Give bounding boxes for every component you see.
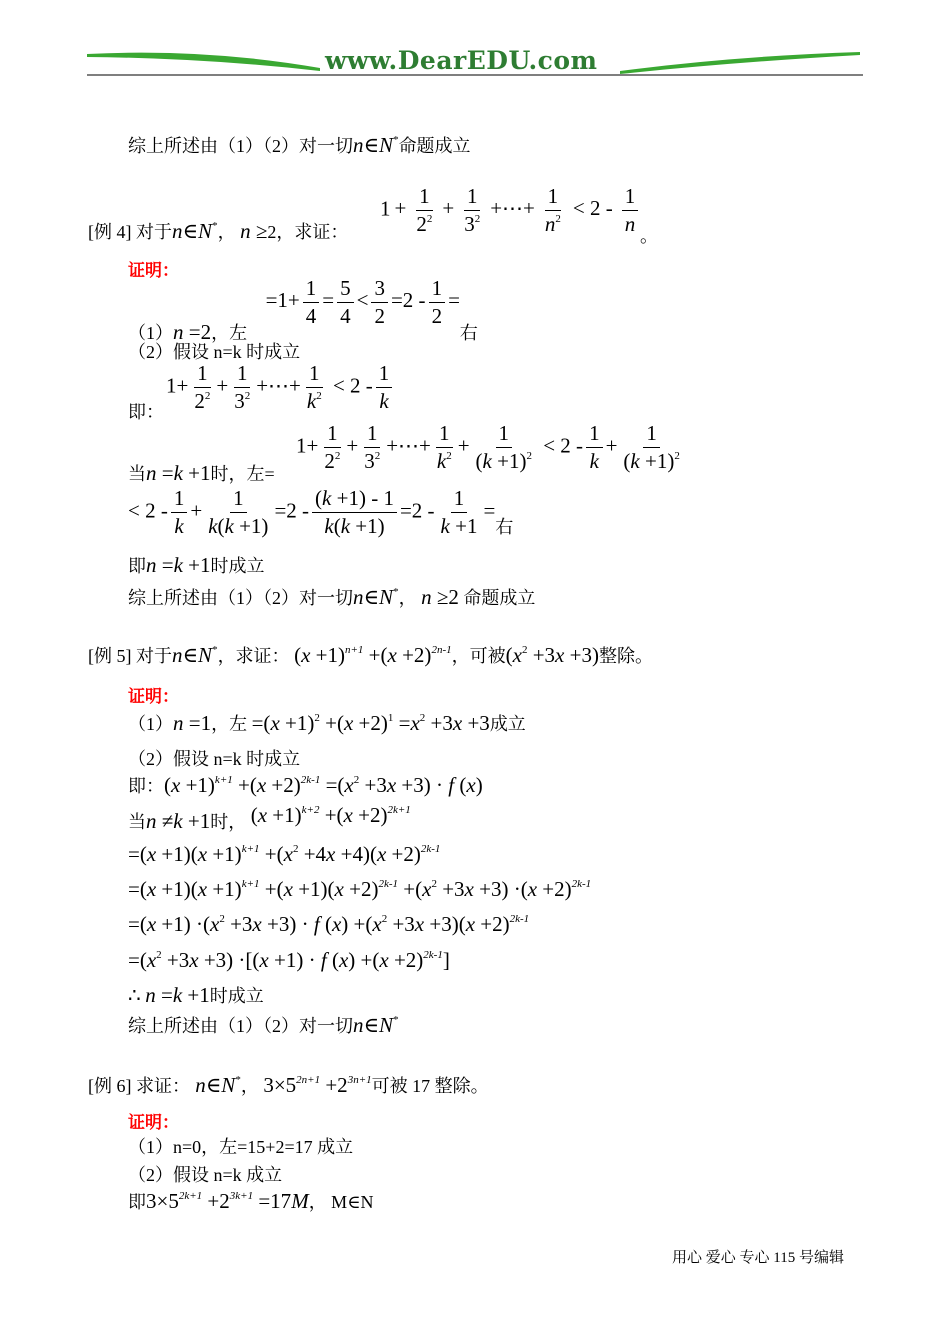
ex5-derivation-2: $=(x +1)(x +1)^{k+1} +(x +1)(x +2)^{2k-1} +(x^2 +3x +3) \cdot(x +2)^{2k-1}$ [128,877,592,901]
ex5-therefore: ∴ n =k +1时成立 [128,983,264,1007]
ex4-right-label: 右 [495,517,514,538]
ex4-statement: [例 4] 对于n∈N*， n ≥2，求证： [88,219,349,243]
ex5-inductive-step: 当n ≠k +1时， $(x +1)^{k+2} +(x +2)^{2k+1}$ [128,803,411,833]
ex4-label: [例 4] 对于 [88,222,172,242]
ex4-chain: < 2 - $\frac{1}{k}$ + $\frac{1}{k(k +1)}$ =2 - $\frac{(k +1) - 1}{k(k +1)}$ =2 - $\frac{1}{k +1}$ =右 [128,486,514,539]
ex5-step1: （1）n =1，左 $=(x +1)^2 +(x +2)^1 =x^2 +3x +3$成立 [128,711,526,735]
ex6-proof-label: 证明： [128,1113,179,1132]
ex4-ji-line: 即n =k +1时成立 [128,553,265,577]
ex5-statement: [例 5] 对于n∈N*，求证： $(x +1)^{n+1} +(x +2)^{2n-1}$，可被$(x^2 +3x +3)$整除。 [88,643,653,667]
ex5-derivation-3: $=(x +1) \cdot(x^2 +3x +3) \cdot f$ $(x) +(x^2 +3x +3)(x +2)^{2k-1}$ [128,912,530,936]
header-banner [85,40,865,80]
ex6-step2: （2）假设 n=k 成立 [128,1165,283,1185]
ex4-conclusion: 综上所述由（1）（2）对一切n∈N*， n ≥2 命题成立 [128,585,536,609]
ex5-conclusion: 综上所述由（1）（2）对一切n∈N* [128,1013,399,1037]
summary-prefix: 综上所述由（1）（2）对一切 [128,136,353,156]
ex5-derivation-1: $=(x +1)(x +1)^{k+1} +(x^2 +4x +4)(x +2)^{2k-1}$ [128,842,441,866]
ex6-step1: （1）n=0，左=15+2=17 成立 [128,1137,354,1157]
ex5-proof-label: 证明： [128,687,179,706]
summary-suffix: 命题成立 [398,136,471,156]
site-logo-text: www.DearEDU.com [325,46,598,75]
math-n-in-N: n∈N* [353,133,399,157]
ex4-inductive-step: 当n =k +1时，左= 1+ $\frac{1}{2^2}$ + $\frac{1}{3^2}$ +⋯+ $\frac{1}{k^2}$ + $\frac{1}{(k +1)^2}$ < 2 - $\frac{1}{k}$ + $\frac{1}{(k +1)^2}$ [128,421,680,485]
ex4-hypothesis: 即： 1+ $\frac{1}{2^2}$ + $\frac{1}{3^2}$ +⋯+ $\frac{1}{k^2}$ < 2 - $\frac{1}{k}$ [128,362,164,388]
summary-line-top [128,132,471,158]
ex4-proof-label: 证明： [128,261,179,280]
ex5-hypothesis: 即：$(x +1)^{k+1} +(x +2)^{2k-1} =(x^2 +3x +3) \cdot f$ (x) [128,773,483,797]
ex4-step2: （2）假设 n=k 时成立 [128,342,301,362]
ex4-mid: ， [217,222,236,242]
ex5-step2: （2）假设 n=k 时成立 [128,749,301,769]
ex4-inequality: 1 + $\frac{1}{2^2}$ + $\frac{1}{3^2}$ +⋯+ $\frac{1}{n^2}$ < 2 - $\frac{1}{n}$ [380,185,641,236]
ex6-hypothesis: 即$3\times 5^{2k+1} +2^{3k+1} =17M$， M∈N [128,1189,374,1213]
ex4-cond: 2，求证： [267,222,349,242]
ex5-derivation-4: $=(x^2 +3x +3) \cdot[(x +1) \cdot f$ $(x) +(x +2)^{2k-1}$] [128,948,450,972]
page-footer: 用心 爱心 专心 115 号编辑 [672,1250,844,1266]
ex4-step1: （1）n =2，左 =1+ $\frac{1}{4}$ = $\frac{5}{4}$ < $\frac{3}{2}$ =2 - $\frac{1}{2}$ =右 [128,276,478,345]
ex4-end-mark: 。 [640,226,658,246]
ex6-statement: [例 6] 求证： n∈N*， $3\times 5^{2n+1} +2^{3n+1}$可被 17 整除。 [88,1073,489,1097]
